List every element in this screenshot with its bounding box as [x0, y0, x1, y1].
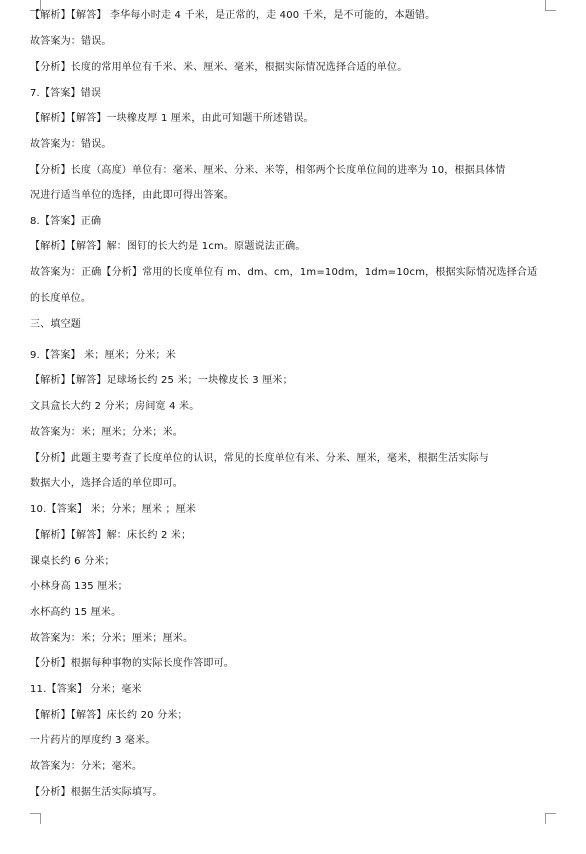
text-line: 【解析】【解答】一块橡皮厚 1 厘米，由此可知题干所述错误。 — [30, 113, 314, 124]
text-line: 故答案为：米；分米；厘米；厘米。 — [30, 633, 194, 644]
text-line: 【分析】根据每种事物的实际长度作答即可。 — [30, 658, 234, 669]
text-line: 【解析】【解答】解：图钉的长大约是 1cm。原题说法正确。 — [30, 241, 306, 252]
text-line: 【解析】【解答】床长约 20 分米； — [30, 710, 188, 721]
text-line: 【解析】【解答】 李华每小时走 4 千米，是正常的，走 400 千米，是不可能的，本题错。 — [30, 10, 436, 21]
text-line: 况进行适当单位的选择，由此即可得出答案。 — [30, 190, 234, 201]
text-line: 9.【答案】 米；厘米；分米；米 — [30, 350, 176, 361]
text-line: 10.【答案】 米；分米；厘米 ；厘米 — [30, 504, 197, 515]
text-line: 一片药片的厚度约 3 毫米。 — [30, 735, 156, 746]
corner-mark-bottom-left — [30, 813, 41, 824]
text-line: 水杯高约 15 厘米。 — [30, 607, 122, 618]
section-heading: 三、填空题 — [30, 319, 81, 330]
text-line: 故答案为：正确【分析】常用的长度单位有 m、dm、cm，1m=10dm，1dm=10cm，根据实际情况选择合适 — [30, 267, 538, 278]
text-line: 11.【答案】 分米；毫米 — [30, 684, 142, 695]
text-line: 【分析】根据生活实际填写。 — [30, 787, 163, 798]
text-line: 文具盒长大约 2 分米；房间宽 4 米。 — [30, 401, 200, 412]
text-line: 【解析】【解答】解：床长约 2 米； — [30, 530, 192, 541]
text-line: 数据大小，选择合适的单位即可。 — [30, 478, 183, 489]
text-line: 故答案为：米；厘米；分米；米。 — [30, 427, 183, 438]
text-line: 故答案为：错误。 — [30, 36, 112, 47]
text-line: 【解析】【解答】足球场长约 25 米；一块橡皮长 3 厘米； — [30, 375, 293, 386]
text-line: 8.【答案】正确 — [30, 216, 102, 227]
text-line: 的长度单位。 — [30, 293, 92, 304]
text-line: 【分析】长度（高度）单位有：毫米、厘米、分米、米等，相邻两个长度单位间的进率为 10，根据具体情 — [30, 165, 506, 176]
text-line: 课桌长约 6 分米； — [30, 556, 115, 567]
text-line: 【分析】此题主要考查了长度单位的认识，常见的长度单位有米、分米、厘米，毫米，根据生活实际与 — [30, 453, 489, 464]
corner-mark-bottom-right — [545, 813, 556, 824]
text-line: 故答案为：错误。 — [30, 139, 112, 150]
text-line: 7.【答案】错误 — [30, 88, 102, 99]
text-line: 小林身高 135 厘米； — [30, 581, 128, 592]
text-line: 【分析】长度的常用单位有千米、米、厘米、毫米，根据实际情况选择合适的单位。 — [30, 62, 408, 73]
text-line: 故答案为：分米；毫米。 — [30, 761, 143, 772]
